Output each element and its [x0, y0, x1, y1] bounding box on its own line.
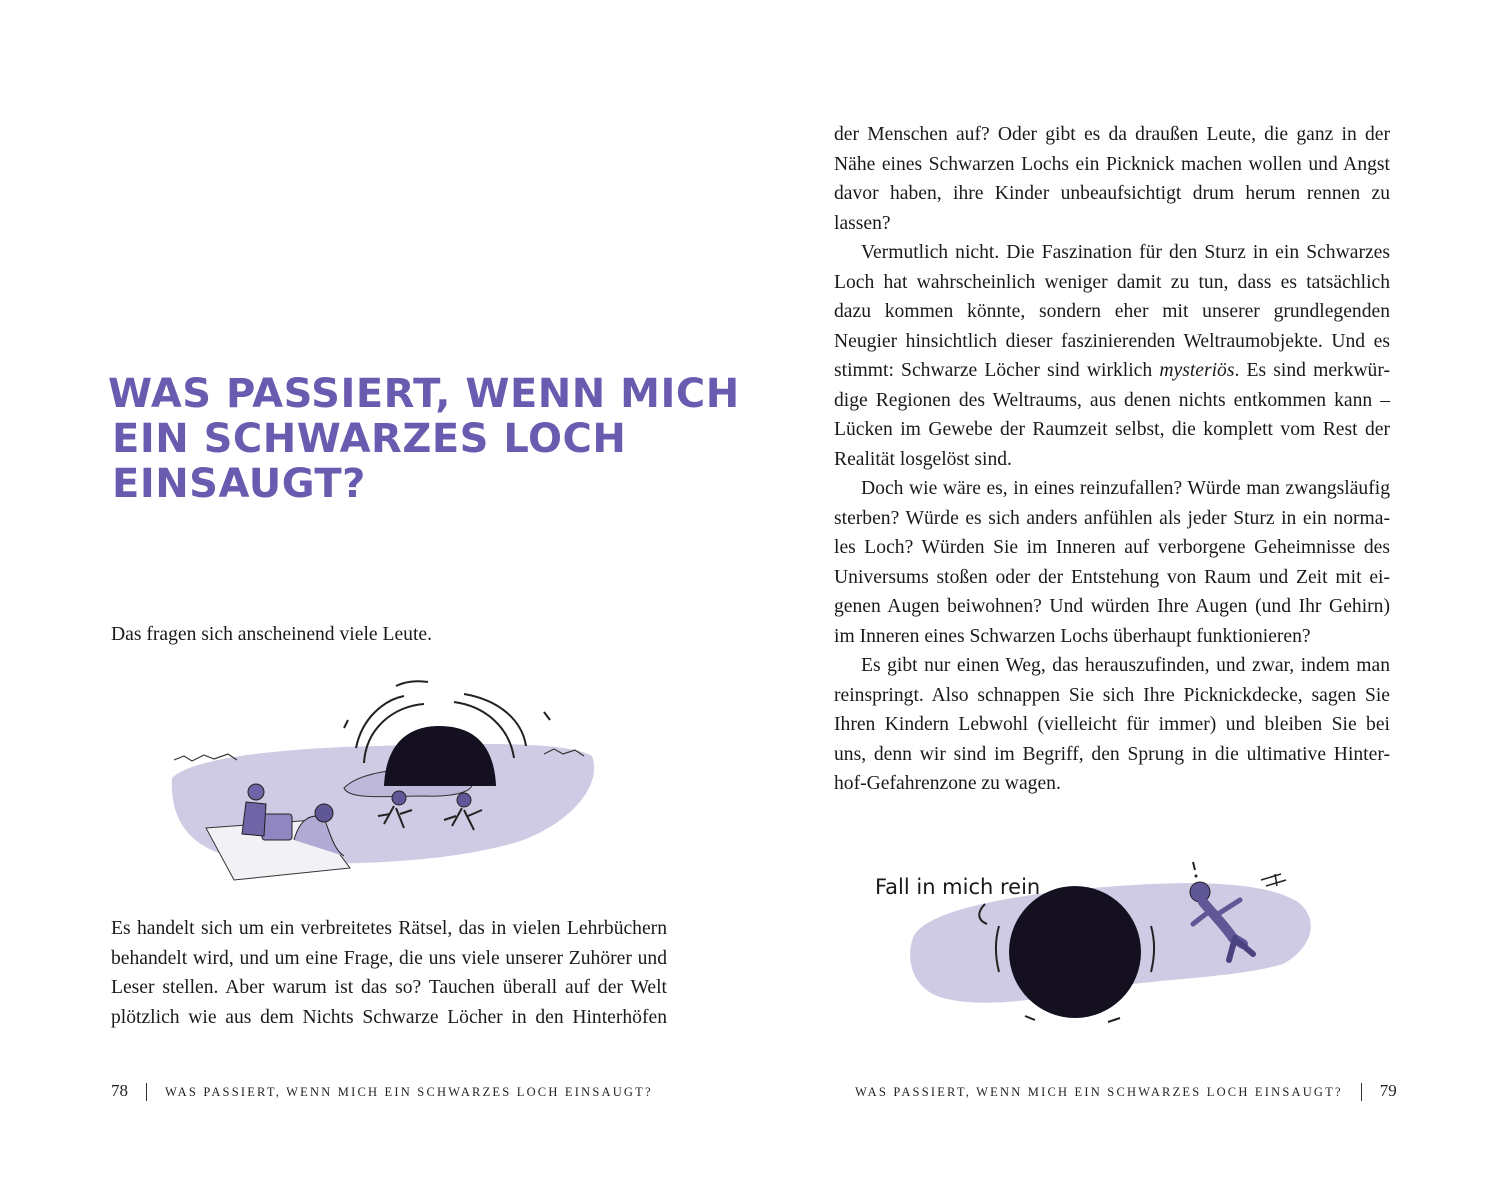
right-line-21: Ihren Kindern Lebwohl (vielleicht für immer) und bleiben Sie bei [834, 714, 1390, 735]
right-line-13: Doch wie wäre es, in eines reinzufallen? Würde man zwangsläufig [861, 478, 1390, 499]
right-line-9-end: . Es sind merkwür- [1234, 360, 1390, 381]
right-line-7: dazu kommen könnte, sondern eher mit unserer grundlegenden [834, 301, 1390, 322]
right-line-20: reinspringt. Also schnappen Sie sich Ihre Picknickdecke, sagen Sie [834, 684, 1390, 706]
running-title-right: WAS PASSIERT, WENN MICH EIN SCHWARZES LOCH EINSAUGT? [855, 1085, 1343, 1099]
right-line-1: der Menschen auf? Oder gibt es da draußen Leute, die ganz in der [834, 124, 1390, 145]
chapter-heading [108, 371, 740, 507]
right-line-11: Lücken im Gewebe der Raumzeit selbst, die komplett vom Rest der [834, 419, 1390, 440]
right-line-23: hof-Gefahrenzone zu wagen. [834, 773, 1061, 794]
page-number-left: 78 [111, 1081, 128, 1100]
right-line-19: Es gibt nur einen Weg, das herauszufinden, und zwar, indem man [861, 655, 1390, 676]
right-line-17: genen Augen beiwohnen? Und würden Ihre Augen (und Ihr Gehirn) [834, 596, 1390, 617]
right-line-6: Loch hat wahrscheinlich weniger damit zu tun, dass es tatsächlich [834, 271, 1390, 293]
falling-person-illustration [763, 826, 1363, 1038]
emphasis-mysterioes: mysteriös [1159, 360, 1235, 381]
right-column-text [834, 120, 1390, 799]
right-line-8: Neugier hinsichtlich dieser faszinierenden Weltraumobjekte. Und es [834, 330, 1390, 352]
footer-divider-left [146, 1083, 147, 1101]
right-line-4: lassen? [834, 212, 891, 234]
right-line-12: Realität losgelöst sind. [834, 448, 1012, 470]
right-line-18: im Inneren eines Schwarzen Lochs überhaupt funktionieren? [834, 625, 1311, 647]
right-line-15: les Loch? Würden Sie im Inneren auf verborgene Geheimnisse des [834, 537, 1390, 558]
intro-text: Das fragen sich anscheinend viele Leute. [111, 624, 432, 645]
heading-line-2: EIN SCHWARZES LOCH [112, 416, 627, 462]
footer-right [855, 1081, 1397, 1101]
illustration-caption: Fall in mich rein [875, 875, 1041, 899]
footer-divider-right [1361, 1083, 1362, 1101]
page-number-right: 79 [1379, 1081, 1397, 1100]
heading-line-3: EINSAUGT? [112, 461, 366, 507]
right-line-16: Universums stoßen oder der Entstehung von Raum und Zeit mit ei- [834, 566, 1390, 588]
right-line-10: dige Regionen des Weltraums, aus denen nichts entkommen kann – [834, 389, 1390, 411]
left-line-2: behandelt wird, und um eine Frage, die uns viele unserer Zuhörer und [111, 947, 667, 969]
left-line-4: plötzlich wie aus dem Nichts Schwarze Löcher in den Hinterhöfen [111, 1006, 667, 1028]
left-line-1: Es handelt sich um ein verbreitetes Rätsel, das in vielen Lehrbüchern [111, 918, 667, 939]
right-line-2: Nähe eines Schwarzen Lochs ein Picknick machen wollen und Angst [834, 153, 1390, 175]
right-line-5: Vermutlich nicht. Die Faszination für den Sturz in ein Schwarzes [861, 242, 1390, 263]
right-line-22: uns, denn wir sind im Begriff, den Sprung in die ultimative Hinter- [834, 743, 1390, 765]
running-title-left: WAS PASSIERT, WENN MICH EIN SCHWARZES LOCH EINSAUGT? [165, 1085, 653, 1099]
right-line-9-start: stimmt: Schwarze Löcher sind wirklich [834, 360, 1160, 381]
right-line-3: davor haben, ihre Kinder unbeaufsichtigt drum herum rennen zu [834, 183, 1390, 204]
left-line-3: Leser stellen. Aber warum ist das so? Tauchen überall auf der Welt [111, 977, 667, 998]
black-hole-picnic-illustration [44, 668, 764, 888]
right-line-9 [834, 356, 1390, 386]
heading-line-1: WAS PASSIERT, WENN MICH [108, 371, 740, 417]
left-paragraph [111, 914, 667, 1032]
footer-left [111, 1081, 653, 1101]
right-line-14: sterben? Würde es sich anders anfühlen als jeder Sturz in ein norma- [834, 507, 1390, 529]
